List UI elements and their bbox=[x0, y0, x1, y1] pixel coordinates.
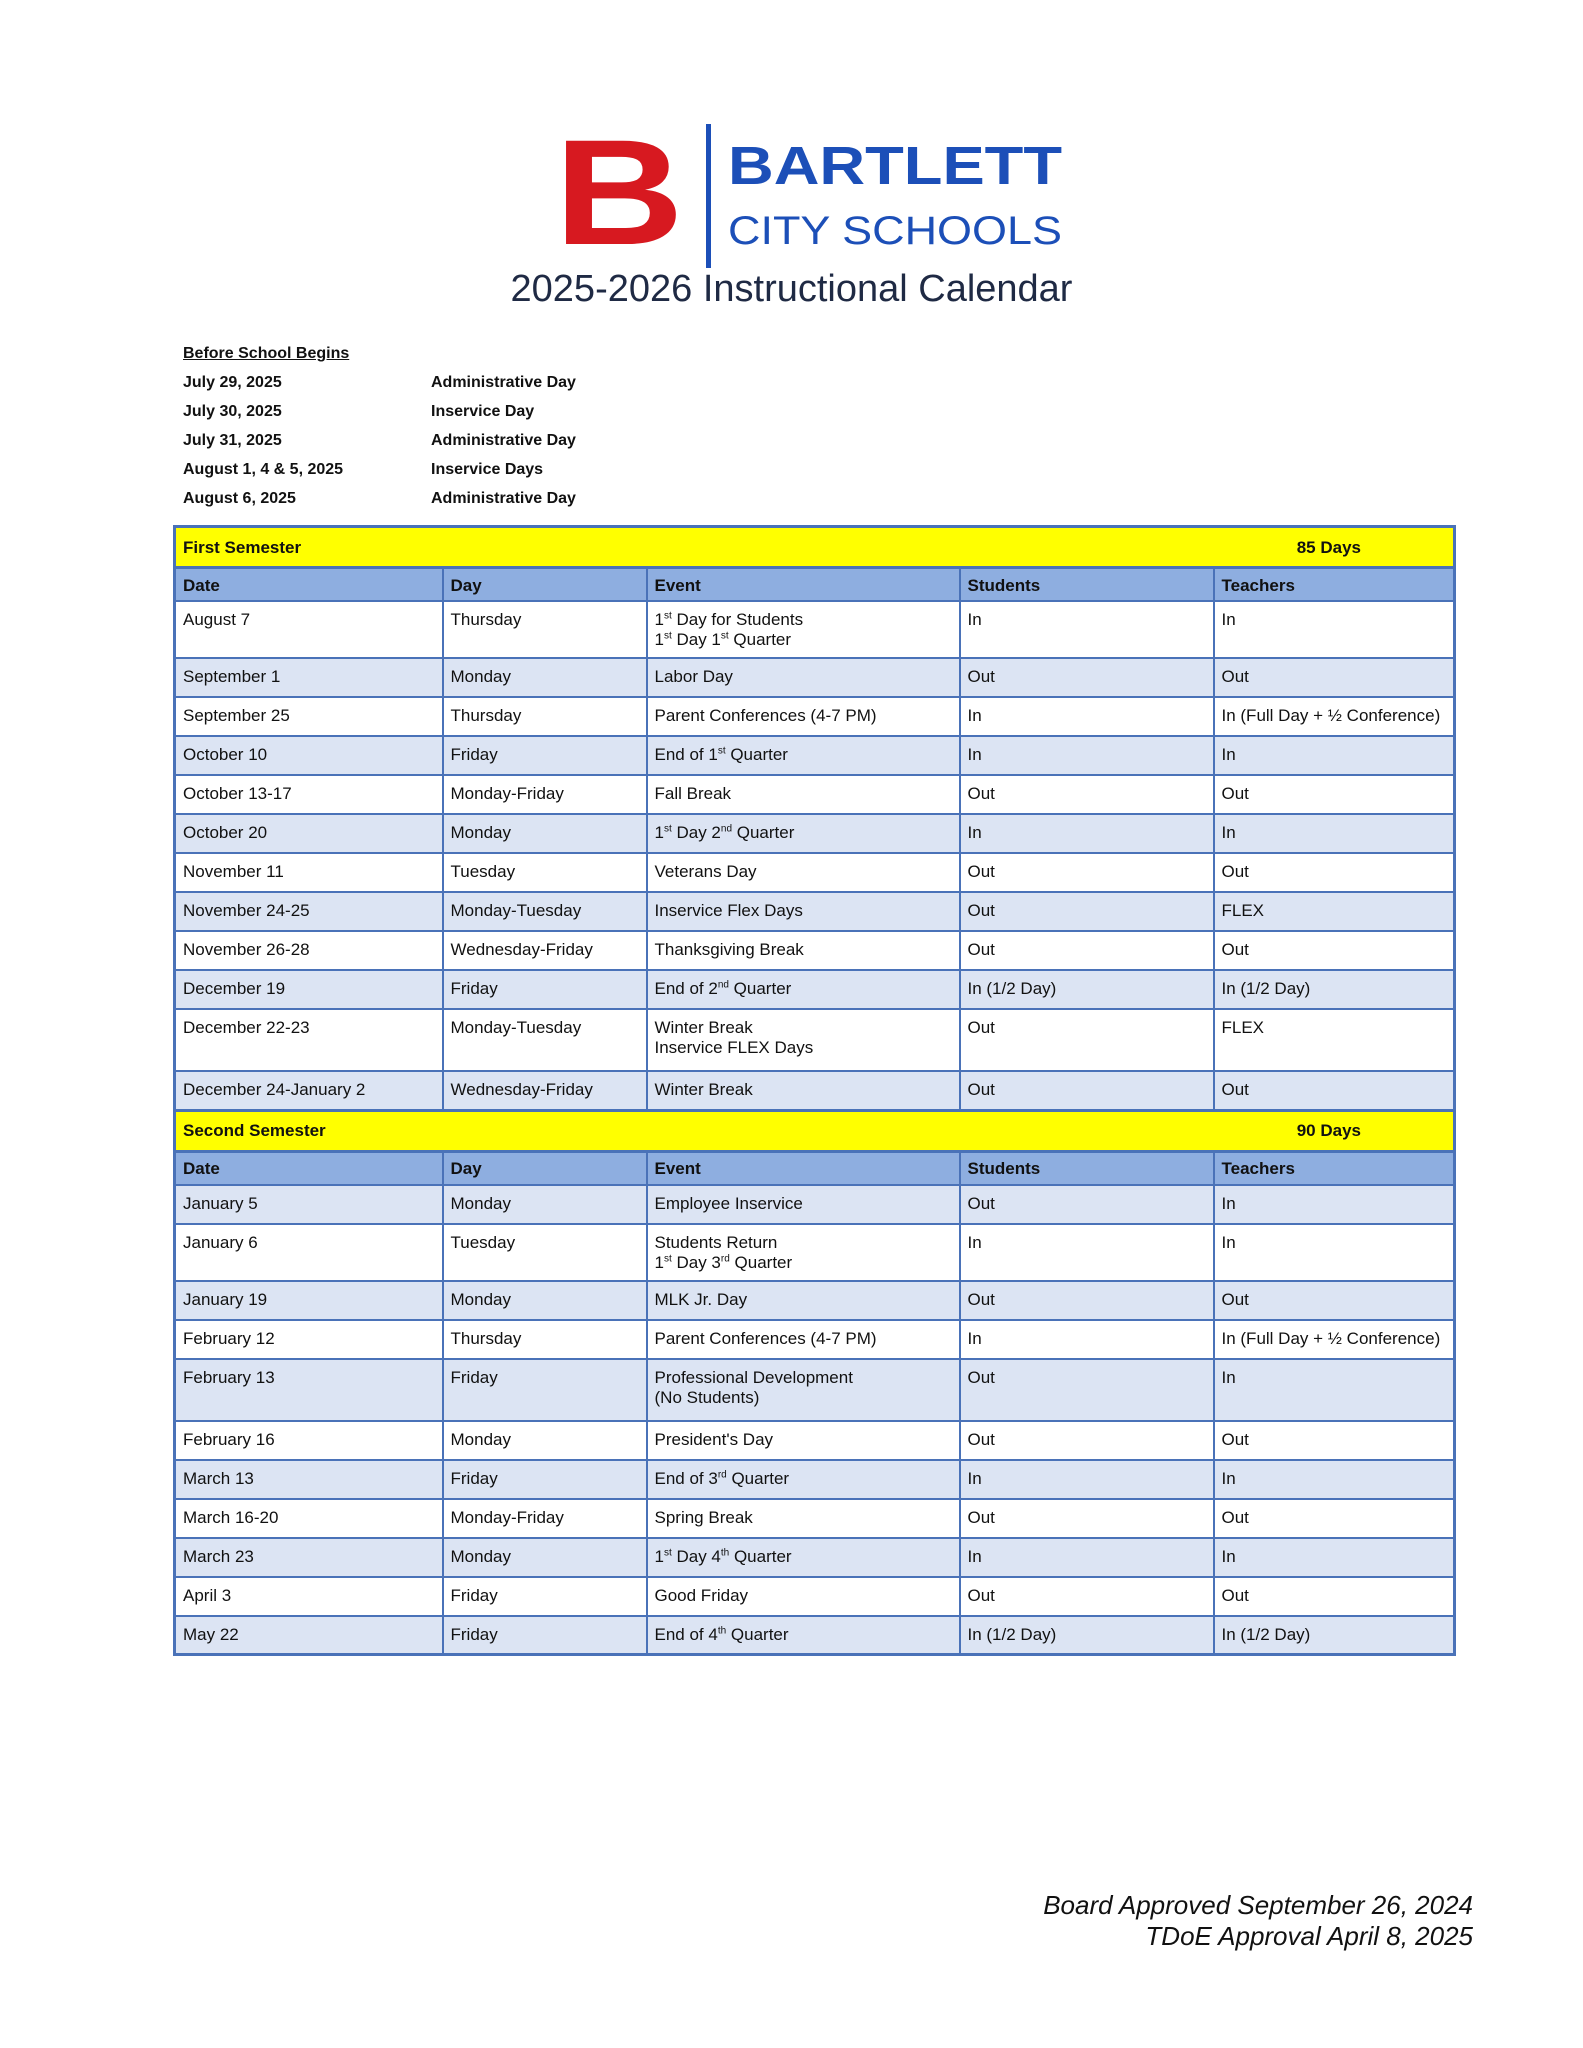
before-school-section bbox=[183, 340, 576, 513]
column-header-teachers: Teachers bbox=[1214, 568, 1455, 602]
cell-day: Friday bbox=[443, 736, 647, 775]
cell-date: February 16 bbox=[175, 1421, 443, 1460]
cell-day: Tuesday bbox=[443, 853, 647, 892]
event-line-2: 1st Day 3rd Quarter bbox=[654, 1252, 793, 1272]
cell-teachers: In bbox=[1214, 1538, 1455, 1577]
cell-students: Out bbox=[960, 1009, 1214, 1071]
cell-students: In bbox=[960, 814, 1214, 853]
cell-teachers: Out bbox=[1214, 1577, 1455, 1616]
table-row bbox=[175, 775, 1455, 814]
cell-teachers: In (1/2 Day) bbox=[1214, 1616, 1455, 1655]
cell-event bbox=[647, 1320, 960, 1359]
before-school-date: August 6, 2025 bbox=[183, 490, 296, 507]
event-line: 1st Day for Students bbox=[654, 610, 804, 629]
cell-event bbox=[647, 1359, 960, 1421]
event-line: Winter Break bbox=[654, 1018, 753, 1037]
event-line: End of 4th Quarter bbox=[654, 1624, 789, 1644]
cell-teachers: In (1/2 Day) bbox=[1214, 970, 1455, 1009]
cell-date: February 12 bbox=[175, 1320, 443, 1359]
cell-students: In bbox=[960, 1538, 1214, 1577]
cell-students: In bbox=[960, 736, 1214, 775]
event-line: Parent Conferences (4-7 PM) bbox=[654, 706, 877, 725]
semester-banner bbox=[175, 527, 1455, 568]
cell-day: Wednesday-Friday bbox=[443, 931, 647, 970]
cell-day: Friday bbox=[443, 1577, 647, 1616]
cell-students: Out bbox=[960, 1499, 1214, 1538]
column-header-date: Date bbox=[175, 568, 443, 602]
cell-students: In (1/2 Day) bbox=[960, 1616, 1214, 1655]
cell-students: Out bbox=[960, 1071, 1214, 1110]
logo-b-letter: B bbox=[554, 122, 684, 272]
cell-event bbox=[647, 697, 960, 736]
cell-event bbox=[647, 970, 960, 1009]
cell-day: Monday-Tuesday bbox=[443, 892, 647, 931]
cell-teachers: In bbox=[1214, 1185, 1455, 1224]
cell-teachers: In (Full Day + ½ Conference) bbox=[1214, 1320, 1455, 1359]
cell-students: Out bbox=[960, 1421, 1214, 1460]
table-row bbox=[175, 1460, 1455, 1499]
cell-day: Monday-Friday bbox=[443, 775, 647, 814]
cell-date: October 20 bbox=[175, 814, 443, 853]
before-school-row bbox=[183, 397, 576, 426]
before-school-event: Inservice Day bbox=[431, 403, 535, 420]
event-line: Fall Break bbox=[654, 784, 732, 803]
cell-date: September 1 bbox=[175, 658, 443, 697]
cell-day: Tuesday bbox=[443, 1224, 647, 1281]
cell-date: November 24-25 bbox=[175, 892, 443, 931]
cell-day: Friday bbox=[443, 1616, 647, 1655]
event-line: MLK Jr. Day bbox=[654, 1289, 748, 1309]
cell-teachers: Out bbox=[1214, 931, 1455, 970]
column-header-students: Students bbox=[960, 1151, 1214, 1185]
table-row bbox=[175, 601, 1455, 658]
cell-students: Out bbox=[960, 658, 1214, 697]
cell-students: In bbox=[960, 1320, 1214, 1359]
cell-day: Thursday bbox=[443, 697, 647, 736]
event-line: Professional Development bbox=[654, 1367, 853, 1387]
cell-day: Thursday bbox=[443, 601, 647, 658]
cell-students: Out bbox=[960, 892, 1214, 931]
cell-event bbox=[647, 1281, 960, 1320]
cell-event bbox=[647, 892, 960, 931]
before-school-date: July 29, 2025 bbox=[183, 374, 282, 391]
table-row bbox=[175, 697, 1455, 736]
event-line: Winter Break bbox=[654, 1080, 753, 1099]
cell-event bbox=[647, 658, 960, 697]
event-line: 1st Day 4th Quarter bbox=[654, 1546, 792, 1566]
table-row bbox=[175, 736, 1455, 775]
cell-date: December 24-January 2 bbox=[175, 1071, 443, 1110]
tdoe-approval: TDoE Approval April 8, 2025 bbox=[1145, 1921, 1473, 1951]
column-header-day: Day bbox=[443, 568, 647, 602]
cell-day: Monday bbox=[443, 1421, 647, 1460]
cell-date: September 25 bbox=[175, 697, 443, 736]
cell-date: November 11 bbox=[175, 853, 443, 892]
cell-teachers: In bbox=[1214, 601, 1455, 658]
cell-date: October 13-17 bbox=[175, 775, 443, 814]
second_semester-header bbox=[175, 1110, 1455, 1151]
cell-teachers: FLEX bbox=[1214, 1009, 1455, 1071]
event-line: Thanksgiving Break bbox=[654, 940, 804, 959]
cell-day: Friday bbox=[443, 1460, 647, 1499]
semester-label: Second Semester bbox=[183, 1121, 326, 1140]
cell-event bbox=[647, 853, 960, 892]
event-line-2: (No Students) bbox=[654, 1387, 760, 1407]
cell-date: March 13 bbox=[175, 1460, 443, 1499]
table-row bbox=[175, 1577, 1455, 1616]
semester-banner bbox=[175, 1110, 1455, 1151]
event-line: 1st Day 2nd Quarter bbox=[654, 823, 795, 842]
cell-date: April 3 bbox=[175, 1577, 443, 1616]
event-line: Good Friday bbox=[654, 1585, 749, 1605]
cell-teachers: In (Full Day + ½ Conference) bbox=[1214, 697, 1455, 736]
table-row bbox=[175, 1281, 1455, 1320]
cell-teachers: In bbox=[1214, 1224, 1455, 1281]
cell-students: Out bbox=[960, 931, 1214, 970]
before-school-event: Administrative Day bbox=[431, 432, 576, 449]
cell-students: Out bbox=[960, 853, 1214, 892]
cell-date: May 22 bbox=[175, 1616, 443, 1655]
cell-day: Thursday bbox=[443, 1320, 647, 1359]
cell-day: Wednesday-Friday bbox=[443, 1071, 647, 1110]
before-school-date: July 31, 2025 bbox=[183, 432, 282, 449]
cell-event bbox=[647, 1224, 960, 1281]
cell-students: In bbox=[960, 1460, 1214, 1499]
before-school-date: July 30, 2025 bbox=[183, 403, 282, 420]
before-school-row bbox=[183, 368, 576, 397]
cell-teachers: Out bbox=[1214, 853, 1455, 892]
cell-teachers: In bbox=[1214, 1460, 1455, 1499]
event-line: President's Day bbox=[654, 1429, 774, 1449]
cell-date: October 10 bbox=[175, 736, 443, 775]
logo-divider bbox=[706, 124, 711, 268]
cell-students: In bbox=[960, 601, 1214, 658]
table-row bbox=[175, 1320, 1455, 1359]
cell-teachers: Out bbox=[1214, 658, 1455, 697]
cell-day: Monday bbox=[443, 1185, 647, 1224]
board-approval: Board Approved September 26, 2024 bbox=[1043, 1890, 1473, 1920]
calendar-title: 2025-2026 Instructional Calendar bbox=[510, 268, 1073, 310]
cell-event bbox=[647, 1460, 960, 1499]
column-header-event: Event bbox=[647, 568, 960, 602]
table-row bbox=[175, 970, 1455, 1009]
table-row bbox=[175, 814, 1455, 853]
semester-days: 90 Days bbox=[1296, 1121, 1361, 1140]
cell-event bbox=[647, 736, 960, 775]
column-header-row bbox=[175, 568, 1455, 602]
cell-event bbox=[647, 931, 960, 970]
before-school-heading: Before School Begins bbox=[183, 345, 350, 362]
cell-day: Monday bbox=[443, 1538, 647, 1577]
before-school-date: August 1, 4 & 5, 2025 bbox=[183, 461, 344, 478]
cell-teachers: Out bbox=[1214, 1071, 1455, 1110]
cell-event bbox=[647, 1009, 960, 1071]
cell-day: Monday bbox=[443, 814, 647, 853]
event-line: Spring Break bbox=[654, 1507, 753, 1527]
column-header-date: Date bbox=[175, 1151, 443, 1185]
event-line: Inservice Flex Days bbox=[654, 901, 803, 920]
bartlett-city-schools-logo bbox=[550, 122, 1070, 272]
cell-teachers: Out bbox=[1214, 1281, 1455, 1320]
cell-date: January 6 bbox=[175, 1224, 443, 1281]
cell-day: Monday-Tuesday bbox=[443, 1009, 647, 1071]
cell-event bbox=[647, 1421, 960, 1460]
before-school-event: Inservice Days bbox=[431, 461, 544, 478]
table-row bbox=[175, 1071, 1455, 1110]
cell-event bbox=[647, 1071, 960, 1110]
cell-date: December 22-23 bbox=[175, 1009, 443, 1071]
cell-event bbox=[647, 601, 960, 658]
cell-teachers: Out bbox=[1214, 1421, 1455, 1460]
event-line: Labor Day bbox=[654, 667, 733, 686]
event-line: Parent Conferences (4-7 PM) bbox=[654, 1328, 877, 1348]
table-row bbox=[175, 931, 1455, 970]
table-row bbox=[175, 853, 1455, 892]
cell-event bbox=[647, 1499, 960, 1538]
cell-event bbox=[647, 1538, 960, 1577]
logo-line1: BARTLETT bbox=[728, 136, 1063, 196]
cell-students: Out bbox=[960, 775, 1214, 814]
table-row bbox=[175, 1009, 1455, 1071]
first_semester-header bbox=[175, 527, 1455, 568]
before-school-event: Administrative Day bbox=[431, 490, 576, 507]
cell-students: In bbox=[960, 1224, 1214, 1281]
table-row bbox=[175, 1421, 1455, 1460]
event-line: Veterans Day bbox=[654, 862, 757, 881]
cell-date: January 5 bbox=[175, 1185, 443, 1224]
cell-students: In (1/2 Day) bbox=[960, 970, 1214, 1009]
cell-teachers: In bbox=[1214, 1359, 1455, 1421]
table-row bbox=[175, 658, 1455, 697]
column-header-students: Students bbox=[960, 568, 1214, 602]
cell-students: In bbox=[960, 697, 1214, 736]
cell-teachers: Out bbox=[1214, 775, 1455, 814]
cell-event bbox=[647, 1577, 960, 1616]
approval-footer bbox=[1043, 1890, 1473, 1952]
cell-event bbox=[647, 1616, 960, 1655]
column-header-event: Event bbox=[647, 1151, 960, 1185]
cell-day: Monday bbox=[443, 1281, 647, 1320]
before-school-row bbox=[183, 426, 576, 455]
cell-students: Out bbox=[960, 1185, 1214, 1224]
cell-date: February 13 bbox=[175, 1359, 443, 1421]
cell-day: Monday-Friday bbox=[443, 1499, 647, 1538]
cell-date: December 19 bbox=[175, 970, 443, 1009]
cell-date: August 7 bbox=[175, 601, 443, 658]
event-line: Employee Inservice bbox=[654, 1193, 803, 1213]
cell-date: January 19 bbox=[175, 1281, 443, 1320]
before-school-row bbox=[183, 484, 576, 513]
semester-days: 85 Days bbox=[1296, 537, 1361, 557]
column-header-day: Day bbox=[443, 1151, 647, 1185]
event-line: End of 3rd Quarter bbox=[654, 1468, 790, 1488]
column-header-teachers: Teachers bbox=[1214, 1151, 1455, 1185]
instructional-calendar-table bbox=[173, 525, 1456, 1656]
table-row bbox=[175, 892, 1455, 931]
cell-day: Monday bbox=[443, 658, 647, 697]
cell-date: November 26-28 bbox=[175, 931, 443, 970]
column-header-row bbox=[175, 1151, 1455, 1185]
table-row bbox=[175, 1616, 1455, 1655]
cell-date: March 16-20 bbox=[175, 1499, 443, 1538]
logo-line2: CITY SCHOOLS bbox=[728, 209, 1062, 253]
cell-event bbox=[647, 814, 960, 853]
cell-date: March 23 bbox=[175, 1538, 443, 1577]
cell-teachers: In bbox=[1214, 814, 1455, 853]
cell-teachers: In bbox=[1214, 736, 1455, 775]
table-row bbox=[175, 1499, 1455, 1538]
event-line-2: 1st Day 1st Quarter bbox=[654, 630, 792, 649]
table-row bbox=[175, 1224, 1455, 1281]
cell-event bbox=[647, 775, 960, 814]
before-school-event: Administrative Day bbox=[431, 374, 576, 391]
table-row bbox=[175, 1185, 1455, 1224]
event-line: Students Return bbox=[654, 1232, 778, 1252]
event-line: End of 1st Quarter bbox=[654, 745, 788, 764]
cell-event bbox=[647, 1185, 960, 1224]
table-row bbox=[175, 1538, 1455, 1577]
before-school-row bbox=[183, 455, 576, 484]
cell-teachers: FLEX bbox=[1214, 892, 1455, 931]
cell-day: Friday bbox=[443, 970, 647, 1009]
cell-teachers: Out bbox=[1214, 1499, 1455, 1538]
semester-label: First Semester bbox=[183, 537, 302, 557]
event-line: End of 2nd Quarter bbox=[654, 979, 792, 998]
cell-students: Out bbox=[960, 1359, 1214, 1421]
cell-students: Out bbox=[960, 1281, 1214, 1320]
table-row bbox=[175, 1359, 1455, 1421]
event-line-2: Inservice FLEX Days bbox=[654, 1038, 814, 1057]
cell-day: Friday bbox=[443, 1359, 647, 1421]
cell-students: Out bbox=[960, 1577, 1214, 1616]
